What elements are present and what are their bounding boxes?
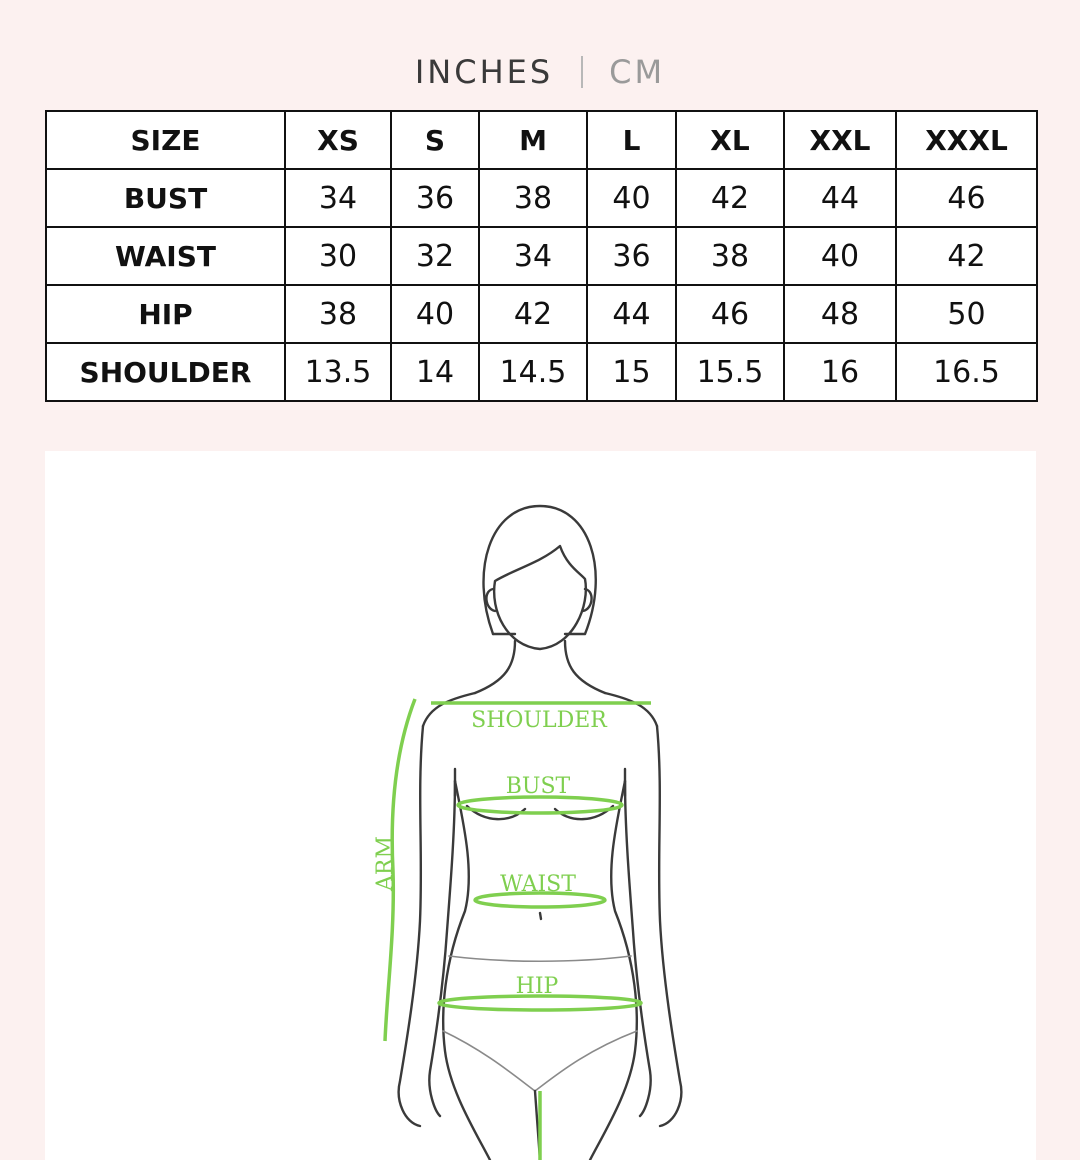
table-cell: 32 xyxy=(391,227,479,285)
body-outline xyxy=(399,506,682,1160)
table-cell: 16.5 xyxy=(896,343,1037,401)
table-cell: 15 xyxy=(587,343,676,401)
table-cell: 13.5 xyxy=(285,343,391,401)
table-cell: 42 xyxy=(479,285,587,343)
size-chart-table xyxy=(45,110,1038,402)
table-cell: 14.5 xyxy=(479,343,587,401)
row-label: HIP xyxy=(46,285,285,343)
waist-label: WAIST xyxy=(500,872,576,897)
table-row-bust xyxy=(46,169,1037,227)
column-header: XXXL xyxy=(896,111,1037,169)
table-header-row xyxy=(46,111,1037,169)
table-cell: 42 xyxy=(896,227,1037,285)
table-cell: 30 xyxy=(285,227,391,285)
table-cell: 46 xyxy=(676,285,784,343)
row-label: BUST xyxy=(46,169,285,227)
body-figure-illustration xyxy=(45,451,1036,1160)
unit-separator xyxy=(581,56,583,88)
unit-cm-option[interactable]: CM xyxy=(609,53,666,91)
unit-toggle xyxy=(0,50,1080,94)
table-cell: 42 xyxy=(676,169,784,227)
column-header: S xyxy=(391,111,479,169)
table-row-hip xyxy=(46,285,1037,343)
table-cell: 38 xyxy=(285,285,391,343)
unit-inches-option[interactable]: INCHES xyxy=(414,53,554,91)
table-cell: 36 xyxy=(391,169,479,227)
table-cell: 15.5 xyxy=(676,343,784,401)
table-cell: 44 xyxy=(784,169,896,227)
table-cell: 36 xyxy=(587,227,676,285)
table-cell: 40 xyxy=(391,285,479,343)
table-cell: 38 xyxy=(479,169,587,227)
column-header: XL xyxy=(676,111,784,169)
column-header: XS xyxy=(285,111,391,169)
table-cell: 44 xyxy=(587,285,676,343)
row-label: WAIST xyxy=(46,227,285,285)
table-cell: 48 xyxy=(784,285,896,343)
measurement-guides xyxy=(385,699,651,1160)
bust-label: BUST xyxy=(505,774,571,799)
column-header: L xyxy=(587,111,676,169)
table-cell: 14 xyxy=(391,343,479,401)
table-cell: 50 xyxy=(896,285,1037,343)
column-header: SIZE xyxy=(46,111,285,169)
table-cell: 46 xyxy=(896,169,1037,227)
arm-label: ARM xyxy=(373,836,398,891)
table-cell: 40 xyxy=(587,169,676,227)
table-cell: 34 xyxy=(479,227,587,285)
column-header: M xyxy=(479,111,587,169)
table-row-shoulder xyxy=(46,343,1037,401)
measurement-diagram xyxy=(45,451,1036,1160)
table-cell: 16 xyxy=(784,343,896,401)
table-cell: 38 xyxy=(676,227,784,285)
hip-label: HIP xyxy=(515,974,559,999)
row-label: SHOULDER xyxy=(46,343,285,401)
shoulder-label: SHOULDER xyxy=(471,708,607,733)
table-cell: 34 xyxy=(285,169,391,227)
table-row-waist xyxy=(46,227,1037,285)
table-cell: 40 xyxy=(784,227,896,285)
column-header: XXL xyxy=(784,111,896,169)
bust-measure-loop xyxy=(458,797,622,813)
